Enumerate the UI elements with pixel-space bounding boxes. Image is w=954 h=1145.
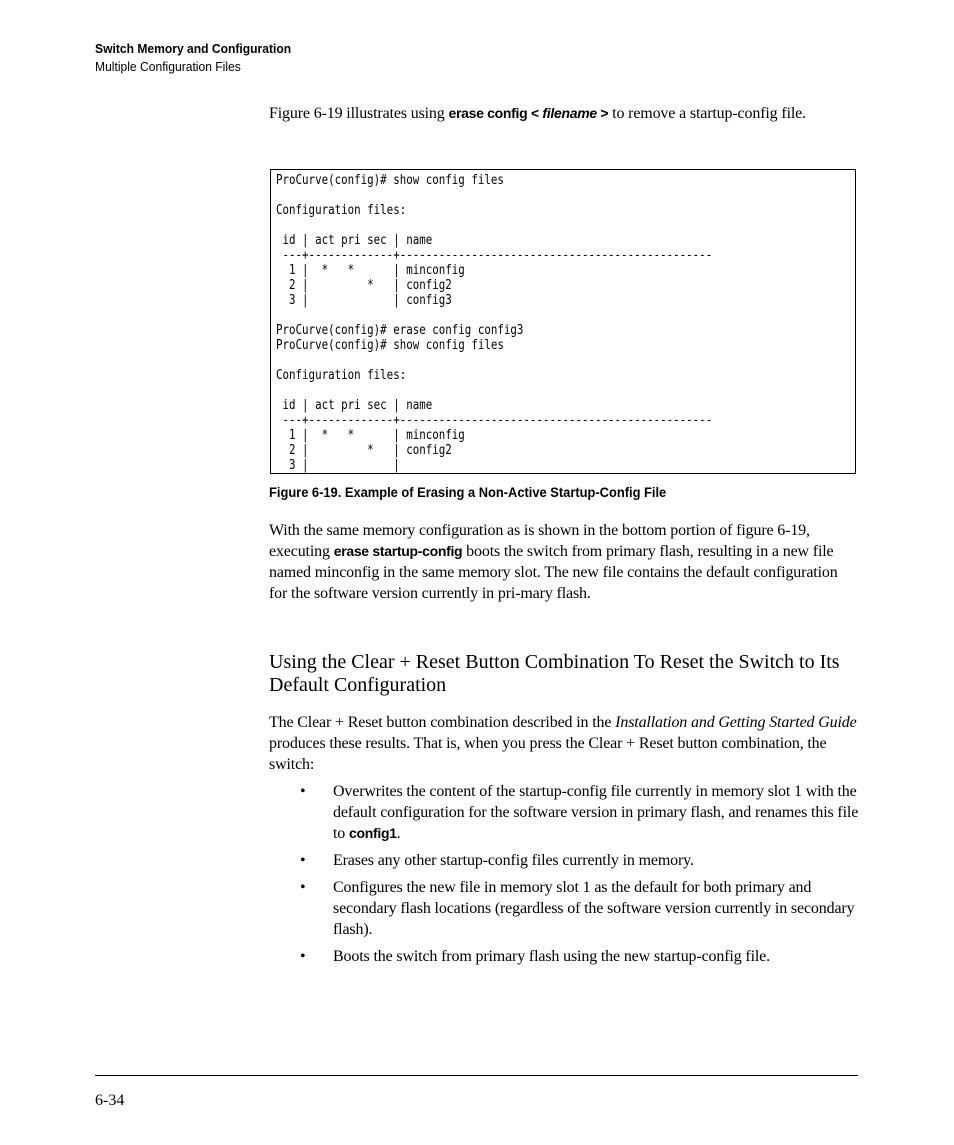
- intro-command: erase config <: [448, 105, 539, 121]
- terminal-line: id | act pri sec | name: [276, 398, 433, 413]
- terminal-line: 2 | * | config2: [276, 443, 452, 458]
- terminal-line: ProCurve(config)# erase config config3: [276, 323, 524, 338]
- intro-paragraph: [269, 103, 864, 124]
- terminal-output: [276, 173, 712, 473]
- para2-command: erase startup-config: [333, 543, 463, 559]
- body-paragraph-clear-reset: [269, 712, 859, 775]
- footer-rule: [95, 1075, 858, 1076]
- para3-text-after: produces these results. That is, when you press the Clear + Reset button combination, the switch:: [269, 735, 827, 773]
- terminal-line: 1 | * * | minconfig: [276, 428, 465, 443]
- bullet-text: Overwrites the content of the startup-config file currently in memory slot 1 with the default configuration for the software version in primary flash, and renames this file to: [333, 783, 859, 842]
- list-item: [269, 781, 869, 844]
- bullet-icon: •: [300, 948, 306, 965]
- running-header-title: Switch Memory and Configuration: [95, 41, 292, 56]
- intro-command-end: >: [596, 105, 609, 121]
- page-number: 6-34: [95, 1092, 125, 1109]
- section-heading: Using the Clear + Reset Button Combination To Reset the Switch to Its Default Configuration: [269, 651, 840, 696]
- bullet-icon: •: [300, 879, 306, 896]
- bullet-command: config1: [349, 825, 397, 841]
- terminal-line: ---+-------------+------------------------------------------------: [276, 413, 713, 428]
- terminal-line: ---+-------------+------------------------------------------------: [276, 248, 713, 263]
- terminal-line: 3 | |: [276, 458, 400, 473]
- list-item: [269, 850, 869, 871]
- para2-text-after: boots the switch from primary flash, resulting in a new file named minconfig in the same memory slot. The new file contains the default configuration for the software version currently in pri-mary flash.: [269, 543, 838, 602]
- terminal-line: ProCurve(config)# show config files: [276, 338, 504, 353]
- terminal-line: 2 | * | config2: [276, 278, 452, 293]
- terminal-line: id | act pri sec | name: [276, 233, 433, 248]
- figure-caption: Figure 6-19. Example of Erasing a Non-Active Startup-Config File: [269, 484, 667, 500]
- para2-text-before: With the same memory configuration as is shown in the bottom portion of figure 6-19, executing: [269, 522, 810, 560]
- terminal-line: 1 | * * | minconfig: [276, 263, 465, 278]
- bullet-text-end: .: [396, 825, 401, 842]
- bullet-text: Erases any other startup-config files currently in memory.: [333, 852, 694, 869]
- intro-text-before: Figure 6-19 illustrates using: [269, 105, 449, 122]
- terminal-line: ProCurve(config)# show config files: [276, 173, 504, 188]
- para3-text-before: The Clear + Reset button combination described in the: [269, 714, 616, 731]
- intro-text-after: to remove a startup-config file.: [608, 105, 806, 122]
- guide-title: Installation and Getting Started Guide: [615, 714, 857, 731]
- results-bullet-list: [269, 781, 869, 973]
- bullet-icon: •: [300, 783, 306, 800]
- list-item: [269, 946, 869, 967]
- running-header-subtitle: Multiple Configuration Files: [95, 59, 241, 74]
- terminal-line: 3 | | config3: [276, 293, 452, 308]
- terminal-line: Configuration files:: [276, 203, 407, 218]
- terminal-line: Configuration files:: [276, 368, 407, 383]
- bullet-text: Boots the switch from primary flash using the new startup-config file.: [333, 948, 770, 965]
- list-item: [269, 877, 869, 940]
- terminal-screenshot: [270, 169, 856, 474]
- body-paragraph-erase-startup: [269, 520, 859, 604]
- bullet-text: Configures the new file in memory slot 1 as the default for both primary and secondary flash locations (regardless of the software version currently in secondary flash).: [333, 879, 855, 938]
- bullet-icon: •: [300, 852, 306, 869]
- intro-command-arg: filename: [538, 105, 597, 121]
